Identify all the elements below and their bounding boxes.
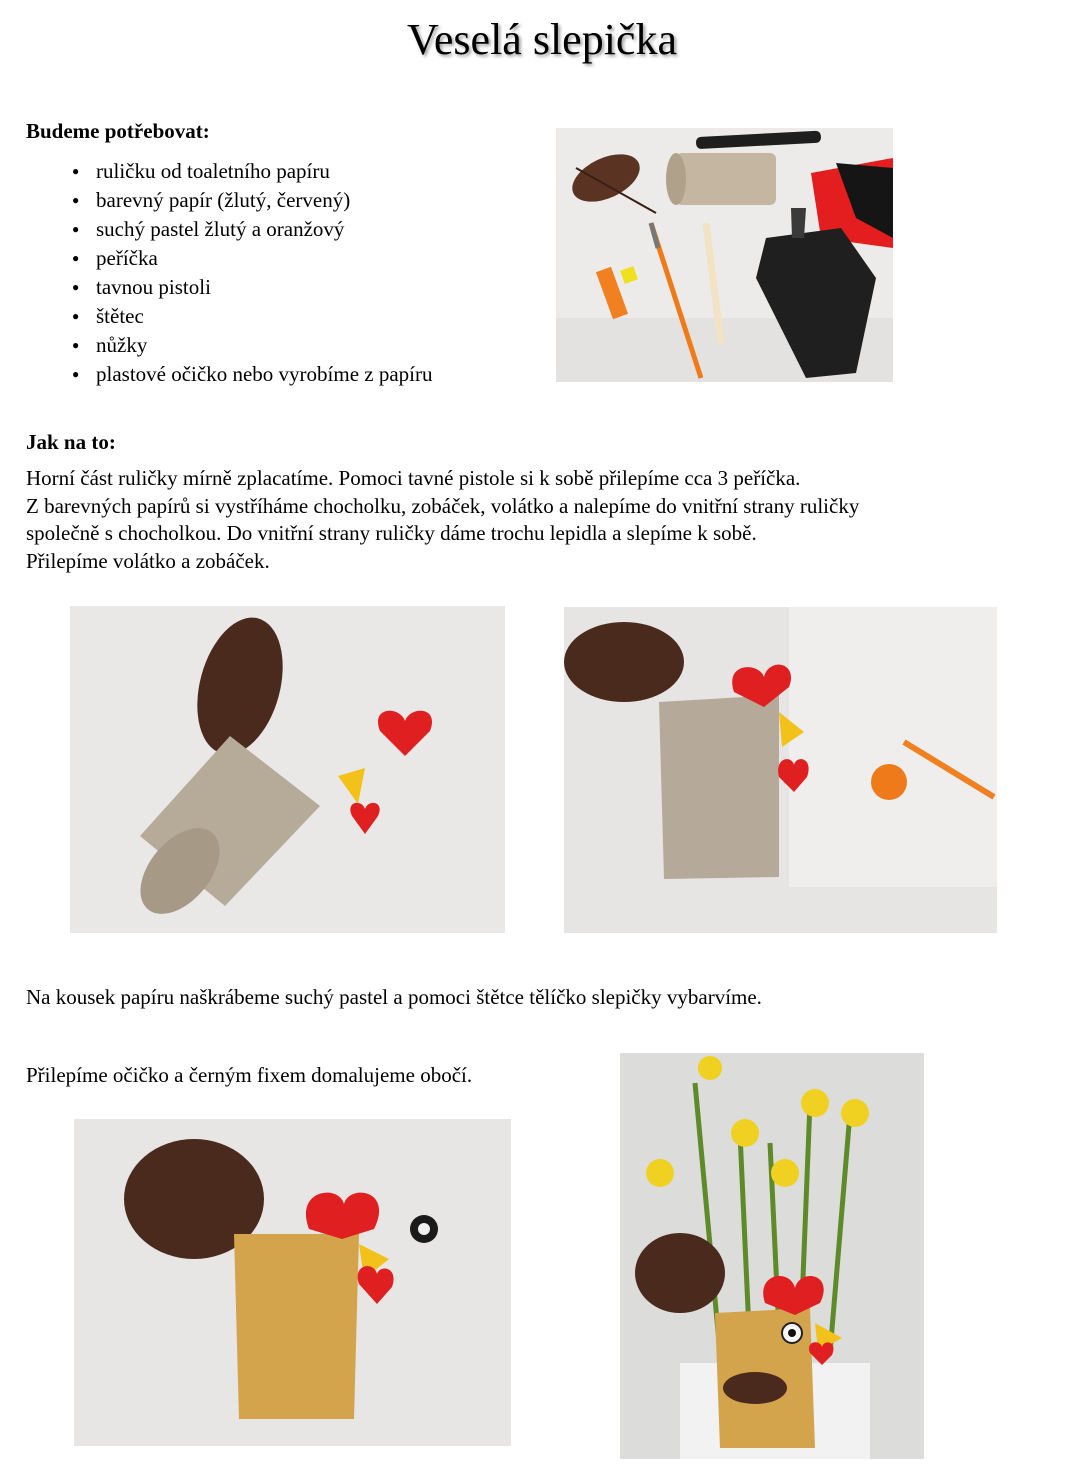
list-item: ● suchý pastel žlutý a oranžový [72, 215, 432, 244]
howto-line: společně s chocholkou. Do vnitřní strany ruličky dáme trochu lepidla a slepíme k sobě. [26, 521, 757, 545]
step-eye-text: Přilepíme očičko a černým fixem domalujeme obočí. [26, 1063, 473, 1087]
list-item: ● nůžky [72, 331, 432, 360]
howto-heading: Jak na to: [26, 430, 116, 454]
assembled-illustration [564, 607, 997, 933]
materials-photo [556, 128, 893, 382]
materials-heading: Budeme potřebovat: [26, 119, 210, 143]
colored-chicken-illustration [74, 1119, 511, 1446]
list-item: ● plastové očičko nebo vyrobíme z papíru [72, 360, 432, 389]
parts-photo [70, 606, 505, 933]
howto-line: Horní část ruličky mírně zplacatíme. Pomoci tavné pistole si k sobě přilepíme cca 3 peříčka. [26, 466, 801, 490]
page-title: Veselá slepička [407, 15, 677, 64]
final-photo [620, 1053, 924, 1459]
howto-line: Z barevných papírů si vystříháme chocholku, zobáček, volátko a nalepíme do vnitřní strany ruličky [26, 493, 860, 518]
list-item: ● tavnou pistoli [72, 273, 432, 302]
howto-paragraph [26, 465, 859, 575]
list-item: ● peříčka [72, 244, 432, 273]
colored-chicken-photo [74, 1119, 511, 1446]
materials-illustration [556, 128, 893, 382]
step-color-text: Na kousek papíru naškrábeme suchý pastel a pomoci štětce tělíčko slepičky vybarvíme. [26, 985, 762, 1009]
list-item: ● ruličku od toaletního papíru [72, 157, 432, 186]
parts-illustration [70, 606, 505, 933]
list-item: ● štětec [72, 302, 432, 331]
final-illustration [620, 1053, 924, 1459]
assembled-photo [564, 607, 997, 933]
materials-list [72, 157, 432, 389]
howto-line: Přilepíme volátko a zobáček. [26, 548, 270, 573]
list-item: ● barevný papír (žlutý, červený) [72, 186, 432, 215]
